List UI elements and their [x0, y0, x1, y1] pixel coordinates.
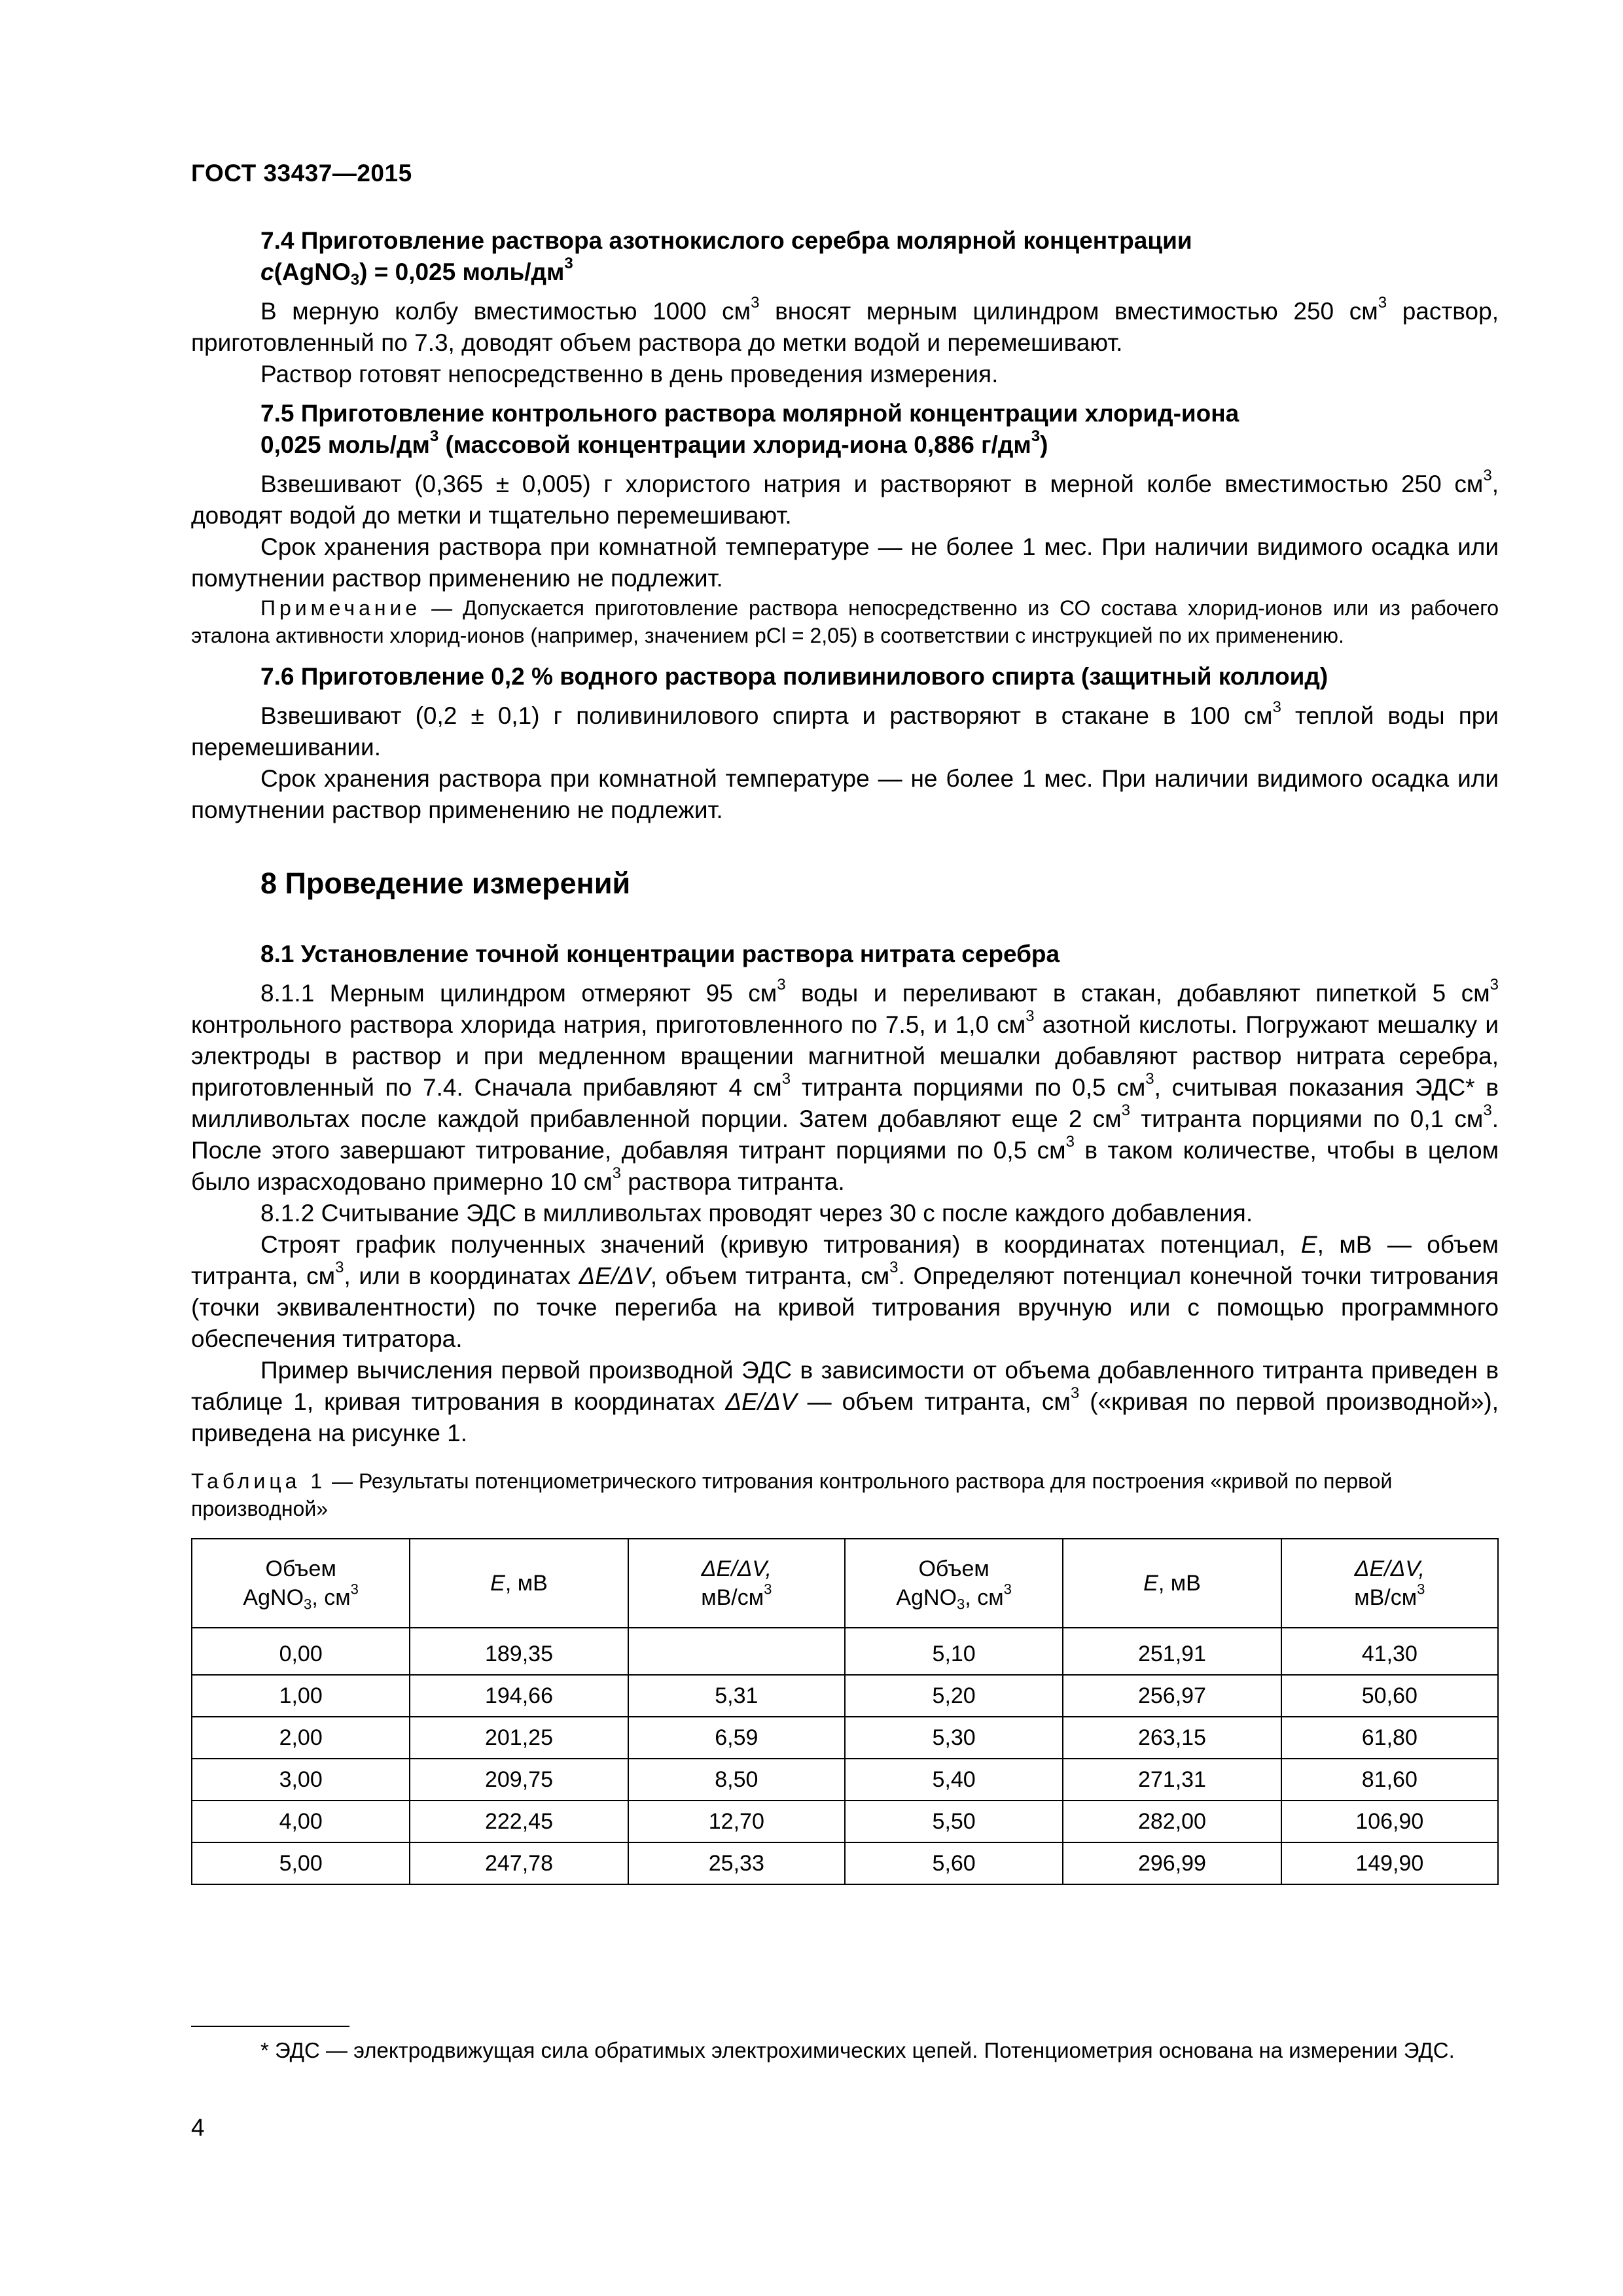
table-cell: 3,00 — [192, 1759, 410, 1801]
col-header-volume: Объем AgNO$_3$, $см^3$ — [192, 1539, 410, 1628]
paragraph-7-6-2: Срок хранения раствора при комнатной температуре — не более 1 мес. При наличии видимого осадка или помутнении раствор применению не подлежит. — [191, 765, 1499, 823]
table-cell: 222,45 — [410, 1801, 628, 1842]
col-header-e: E, мВ — [410, 1539, 628, 1628]
table-cell: 5,10 — [845, 1628, 1063, 1675]
table-cell: 194,66 — [410, 1675, 628, 1717]
table-cell: 201,25 — [410, 1717, 628, 1759]
table-cell: 8,50 — [628, 1759, 845, 1801]
table-cell: 106,90 — [1281, 1801, 1498, 1842]
results-table — [191, 1538, 1499, 1885]
footnote: * ЭДС — электродвижущая сила обратимых электрохимических цепей. Потенциометрия основана на измерении ЭДС. — [260, 2038, 1455, 2062]
table-cell — [628, 1628, 845, 1675]
heading-7-4 — [260, 225, 1499, 288]
note-label: Примечание — [260, 596, 421, 620]
table-cell: 41,30 — [1281, 1628, 1498, 1675]
col-header-de-dv-2: ΔE/ΔV, $мВ/см^3$ — [1281, 1539, 1498, 1628]
table-cell: 12,70 — [628, 1801, 845, 1842]
table-cell: 5,40 — [845, 1759, 1063, 1801]
table-cell: 247,78 — [410, 1842, 628, 1884]
heading-7-4-line2: c(AgNO$_3$) = 0,025 моль/$дм^3$ — [260, 254, 573, 289]
col-header-de-dv: ΔE/ΔV, $мВ/см^3$ — [628, 1539, 845, 1628]
table-caption: Таблица 1 — Результаты потенциометрического титрования контрольного раствора для построения «кривой по первой производной» — [191, 1469, 1393, 1520]
paragraph-example: Пример вычисления первой производной ЭДС в зависимости от объема добавленного титранта приведен в таблице 1, кривая титрования в координатах ΔE/ΔV — объем титранта, $см^3$ («кривая по первой производной»), приведена на рисунке 1. — [191, 1357, 1499, 1446]
page-number: 4 — [191, 2114, 205, 2141]
document-header: ГОСТ 33437—2015 — [191, 160, 412, 187]
paragraph-7-5-1: Взвешивают (0,365 ± 0,005) г хлористого натрия и растворяют в мерной колбе вместимостью 250 $см^3$, доводят водой до метки и тщательно перемешивают. — [191, 466, 1499, 529]
heading-7-5 — [260, 398, 1499, 461]
table-cell: 5,50 — [845, 1801, 1063, 1842]
table-cell: 5,00 — [192, 1842, 410, 1884]
col-header-volume-2: Объем AgNO$_3$, $см^3$ — [845, 1539, 1063, 1628]
table-cell: 0,00 — [192, 1628, 410, 1675]
table-cell: 1,00 — [192, 1675, 410, 1717]
page-content — [191, 225, 1499, 1885]
table-cell: 256,97 — [1063, 1675, 1281, 1717]
footnote-divider — [191, 2026, 349, 2027]
table-cell: 189,35 — [410, 1628, 628, 1675]
table-cell: 5,60 — [845, 1842, 1063, 1884]
table-cell: 149,90 — [1281, 1842, 1498, 1884]
table-cell: 263,15 — [1063, 1717, 1281, 1759]
table-cell: 209,75 — [410, 1759, 628, 1801]
col-header-e-2: E, мВ — [1063, 1539, 1281, 1628]
heading-7-5-line1: 7.5 Приготовление контрольного раствора молярной концентрации хлорид-иона — [260, 400, 1240, 427]
table-cell: 296,99 — [1063, 1842, 1281, 1884]
paragraph-8-1-1: 8.1.1 Мерным цилиндром отмеряют 95 $см^3$ воды и переливают в стакан, добавляют пипеткой 5 $см^3$ контрольного раствора хлорида натрия, приготовленного по 7.5, и 1,0 $см^3$ азотной кислоты. Погружают мешалку и электроды в раствор и при медленном вращении магнитной мешалки добавляют раствор нитрата серебра, приготовленный по 7.4. Сначала прибавляют 4 $см^3$ титранта порциями по 0,5 $см^3$, считывая показания ЭДС* в милливольтах после каждой прибавленной порции. Затем добавляют еще 2 $см^3$ титранта порциями по 0,1 $см^3$. После этого завершают титрование, добавляя титрант порциями по 0,5 $см^3$ в таком количестве, чтобы в целом было израсходовано примерно 10 $см^3$ раствора титранта. — [191, 975, 1499, 1195]
table-cell: 5,31 — [628, 1675, 845, 1717]
heading-7-6: 7.6 Приготовление 0,2 % водного раствора поливинилового спирта (защитный коллоид) — [260, 663, 1329, 690]
table-row — [192, 1628, 1498, 1675]
note-7-5: Примечание — Допускается приготовление раствора непосредственно из СО состава хлорид-ионов или из рабочего эталона активности хлорид-ионов (например, значением pCl = 2,05) в соответствии с инструкцией по их применению. — [191, 596, 1499, 647]
paragraph-7-4-1: В мерную колбу вместимостью 1000 $см^3$ вносят мерным цилиндром вместимостью 250 $см^3$ раствор, приготовленный по 7.3, доводят объем раствора до метки водой и перемешивают. — [191, 293, 1499, 356]
table-cell: 5,20 — [845, 1675, 1063, 1717]
table-row — [192, 1842, 1498, 1884]
table-cell: 271,31 — [1063, 1759, 1281, 1801]
heading-7-4-line1: 7.4 Приготовление раствора азотнокислого серебра молярной концентрации — [260, 227, 1192, 254]
heading-7-5-line2: 0,025 моль/$дм^3$ (массовой концентрации хлорид-иона 0,886 $г/дм^3$) — [260, 427, 1048, 458]
table-row — [192, 1759, 1498, 1801]
table-cell: 25,33 — [628, 1842, 845, 1884]
table-cell: 4,00 — [192, 1801, 410, 1842]
table-cell: 2,00 — [192, 1717, 410, 1759]
table-cell: 81,60 — [1281, 1759, 1498, 1801]
table-caption-label: Таблица 1 — [191, 1469, 327, 1493]
table-cell: 6,59 — [628, 1717, 845, 1759]
paragraph-7-6-1: Взвешивают (0,2 ± 0,1) г поливинилового спирта и растворяют в стакане в 100 $см^3$ теплой воды при перемешивании. — [191, 698, 1499, 761]
paragraph-graph: Строят график полученных значений (кривую титрования) в координатах потенциал, E, мВ — объем титранта, $см^3$, или в координатах ΔE/ΔV, объем титранта, $см^3$. Определяют потенциал конечной точки титрования (точки эквивалентности) по точке перегиба на кривой титрования вручную или с помощью программного обеспечения титратора. — [191, 1231, 1499, 1352]
paragraph-8-1-2: 8.1.2 Считывание ЭДС в милливольтах проводят через 30 с после каждого добавления. — [260, 1200, 1253, 1227]
table-row — [192, 1801, 1498, 1842]
table-header-row — [192, 1539, 1498, 1628]
table-row — [192, 1717, 1498, 1759]
section-8-title: 8 Проведение измерений — [260, 867, 631, 900]
table-cell: 50,60 — [1281, 1675, 1498, 1717]
table-cell: 5,30 — [845, 1717, 1063, 1759]
paragraph-7-5-2: Срок хранения раствора при комнатной температуре — не более 1 мес. При наличии видимого осадка или помутнении раствор применению не подлежит. — [191, 533, 1499, 592]
table-cell: 61,80 — [1281, 1717, 1498, 1759]
heading-8-1: 8.1 Установление точной концентрации раствора нитрата серебра — [260, 941, 1060, 967]
table-cell: 251,91 — [1063, 1628, 1281, 1675]
table-cell: 282,00 — [1063, 1801, 1281, 1842]
paragraph-7-4-2: Раствор готовят непосредственно в день проведения измерения. — [260, 361, 999, 387]
table-row — [192, 1675, 1498, 1717]
